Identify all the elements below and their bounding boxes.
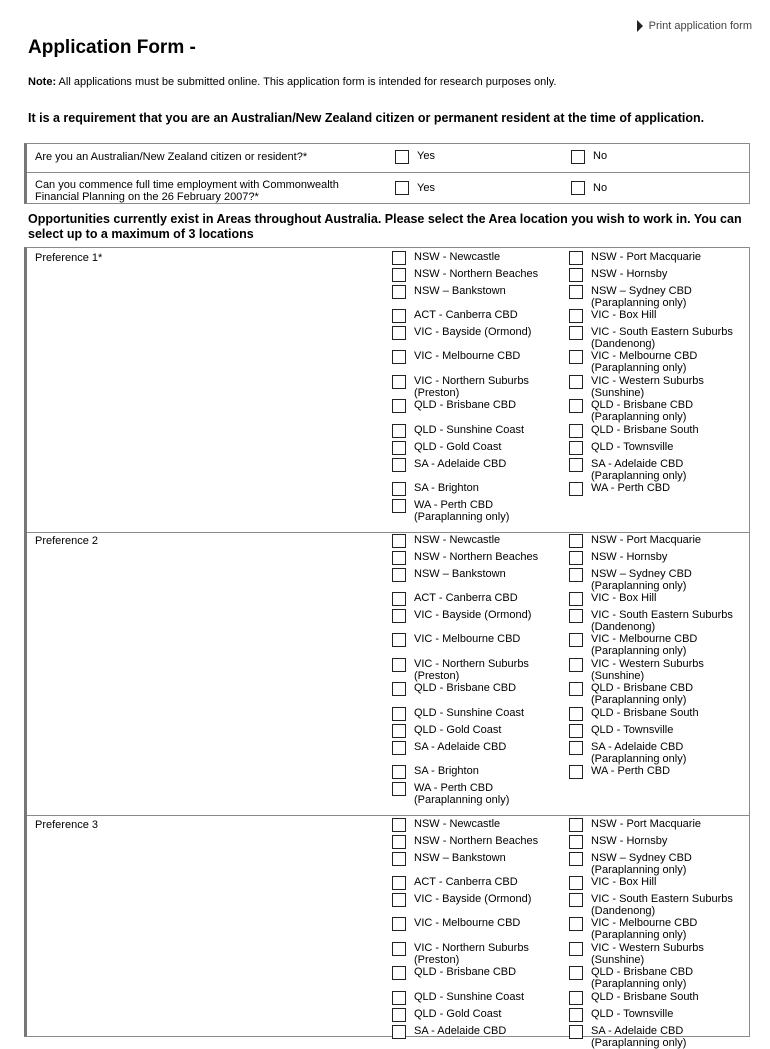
location-checkbox-sa-adelaide-cbd-3[interactable]: [392, 1025, 406, 1039]
commence-no-checkbox[interactable]: [571, 181, 585, 195]
location-label: ACT - Canberra CBD: [414, 876, 518, 888]
location-label: NSW – Bankstown: [414, 285, 506, 297]
location-checkbox-qld-gold-coast-2[interactable]: [392, 724, 406, 738]
location-checkbox-nsw-northern-beaches-3[interactable]: [392, 835, 406, 849]
location-checkbox-qld-sunshine-coast-1[interactable]: [392, 424, 406, 438]
preference-block-3: [27, 815, 750, 1049]
location-label: VIC - Melbourne CBD (Paraplanning only): [591, 917, 698, 941]
location-label: SA - Brighton: [414, 482, 479, 494]
location-checkbox-nsw-sydney-cbd-2[interactable]: [569, 568, 583, 582]
commence-no-label: No: [593, 182, 608, 194]
location-label: NSW - Northern Beaches: [414, 835, 539, 847]
location-label: NSW - Northern Beaches: [414, 268, 539, 280]
location-checkbox-qld-townsville-3[interactable]: [569, 1008, 583, 1022]
citizen-yes-checkbox[interactable]: [395, 150, 409, 164]
areas-heading: Opportunities currently exist in Areas throughout Australia. Please select the Area location you wish to work in. You can select up to a maximum of 3 locations: [28, 212, 742, 241]
location-checkbox-vic-melbourne-cbd-2[interactable]: [392, 633, 406, 647]
location-checkbox-nsw-newcastle-3[interactable]: [392, 818, 406, 832]
location-checkbox-qld-brisbane-cbd-3[interactable]: [569, 966, 583, 980]
commence-yes-label: Yes: [417, 182, 435, 194]
location-checkbox-nsw-newcastle-1[interactable]: [392, 251, 406, 265]
location-label: VIC - Bayside (Ormond): [414, 609, 532, 621]
location-checkbox-vic-south-eastern-suburbs-3[interactable]: [569, 893, 583, 907]
location-label: NSW - Port Macquarie: [591, 818, 702, 830]
location-checkbox-vic-northern-suburbs-3[interactable]: [392, 942, 406, 956]
location-checkbox-sa-adelaide-cbd-1[interactable]: [569, 458, 583, 472]
location-label: QLD - Brisbane South: [591, 991, 699, 1003]
location-checkbox-vic-box-hill-3[interactable]: [569, 876, 583, 890]
location-label: VIC - South Eastern Suburbs (Dandenong): [591, 609, 733, 633]
location-label: WA - Perth CBD: [591, 482, 671, 494]
location-label: QLD - Brisbane CBD (Paraplanning only): [591, 966, 694, 990]
location-label: SA - Adelaide CBD: [414, 741, 507, 753]
location-label: WA - Perth CBD: [591, 765, 671, 777]
location-label: NSW - Port Macquarie: [591, 251, 702, 263]
preference-block-1: [27, 248, 750, 533]
location-checkbox-nsw-sydney-cbd-1[interactable]: [569, 285, 583, 299]
commence-yes-checkbox[interactable]: [395, 181, 409, 195]
citizen-no-label: No: [593, 150, 608, 162]
location-label: NSW - Newcastle: [414, 251, 501, 263]
location-label: QLD - Brisbane South: [591, 424, 699, 436]
location-label: VIC - South Eastern Suburbs (Dandenong): [591, 326, 733, 350]
location-checkbox-nsw-port-macquarie-3[interactable]: [569, 818, 583, 832]
location-label: NSW – Sydney CBD (Paraplanning only): [591, 852, 692, 876]
location-label: SA - Adelaide CBD (Paraplanning only): [591, 741, 687, 765]
location-checkbox-nsw-bankstown-3[interactable]: [392, 852, 406, 866]
note-label: Note:: [28, 76, 57, 88]
location-label: VIC - Melbourne CBD (Paraplanning only): [591, 350, 698, 374]
location-checkbox-nsw-bankstown-2[interactable]: [392, 568, 406, 582]
location-checkbox-qld-gold-coast-3[interactable]: [392, 1008, 406, 1022]
location-checkbox-sa-adelaide-cbd-3[interactable]: [569, 1025, 583, 1039]
preference-label: Preference 3: [35, 819, 98, 831]
location-label: VIC - Western Suburbs (Sunshine): [591, 658, 704, 682]
location-checkbox-nsw-hornsby-1[interactable]: [569, 268, 583, 282]
location-label: NSW – Sydney CBD (Paraplanning only): [591, 285, 692, 309]
location-checkbox-vic-box-hill-2[interactable]: [569, 592, 583, 606]
location-label: SA - Adelaide CBD (Paraplanning only): [591, 458, 687, 482]
location-checkbox-vic-northern-suburbs-1[interactable]: [392, 375, 406, 389]
location-checkbox-qld-brisbane-cbd-1[interactable]: [569, 399, 583, 413]
citizen-no-checkbox[interactable]: [571, 150, 585, 164]
location-checkbox-nsw-port-macquarie-1[interactable]: [569, 251, 583, 265]
location-checkbox-vic-melbourne-cbd-1[interactable]: [392, 350, 406, 364]
preference-block-2: [27, 531, 750, 816]
location-label: NSW - Northern Beaches: [414, 551, 539, 563]
location-label: NSW – Bankstown: [414, 852, 506, 864]
location-label: NSW - Hornsby: [591, 835, 668, 847]
location-checkbox-qld-brisbane-cbd-1[interactable]: [392, 399, 406, 413]
location-checkbox-qld-sunshine-coast-2[interactable]: [392, 707, 406, 721]
location-label: QLD - Brisbane CBD (Paraplanning only): [591, 399, 694, 423]
location-checkbox-vic-melbourne-cbd-3[interactable]: [392, 917, 406, 931]
location-checkbox-act-canberra-cbd-1[interactable]: [392, 309, 406, 323]
location-label: SA - Brighton: [414, 765, 479, 777]
location-checkbox-nsw-port-macquarie-2[interactable]: [569, 534, 583, 548]
location-label: VIC - Box Hill: [591, 592, 657, 604]
location-checkbox-wa-perth-cbd-1[interactable]: [569, 482, 583, 496]
location-checkbox-vic-bayside-ormond-1[interactable]: [392, 326, 406, 340]
location-checkbox-qld-brisbane-south-3[interactable]: [569, 991, 583, 1005]
location-label: NSW – Bankstown: [414, 568, 506, 580]
location-label: NSW - Newcastle: [414, 818, 501, 830]
location-label: VIC - Melbourne CBD: [414, 350, 521, 362]
location-checkbox-nsw-bankstown-1[interactable]: [392, 285, 406, 299]
location-label: QLD - Townsville: [591, 724, 674, 736]
location-checkbox-qld-brisbane-cbd-2[interactable]: [392, 682, 406, 696]
location-checkbox-qld-sunshine-coast-3[interactable]: [392, 991, 406, 1005]
location-label: VIC - Northern Suburbs (Preston): [414, 375, 529, 399]
location-checkbox-nsw-hornsby-3[interactable]: [569, 835, 583, 849]
location-checkbox-vic-bayside-ormond-3[interactable]: [392, 893, 406, 907]
location-checkbox-qld-gold-coast-1[interactable]: [392, 441, 406, 455]
location-label: VIC - Northern Suburbs (Preston): [414, 942, 529, 966]
location-label: SA - Adelaide CBD: [414, 1025, 507, 1037]
location-label: QLD - Brisbane CBD: [414, 966, 517, 978]
location-label: VIC - Melbourne CBD: [414, 917, 521, 929]
location-label: VIC - South Eastern Suburbs (Dandenong): [591, 893, 733, 917]
location-checkbox-qld-townsville-2[interactable]: [569, 724, 583, 738]
location-label: NSW – Sydney CBD (Paraplanning only): [591, 568, 692, 592]
location-checkbox-vic-south-eastern-suburbs-2[interactable]: [569, 609, 583, 623]
location-checkbox-vic-melbourne-cbd-2[interactable]: [569, 633, 583, 647]
print-application-link[interactable]: [637, 20, 752, 32]
location-checkbox-qld-brisbane-cbd-2[interactable]: [569, 682, 583, 696]
location-checkbox-sa-adelaide-cbd-2[interactable]: [392, 741, 406, 755]
location-checkbox-sa-adelaide-cbd-2[interactable]: [569, 741, 583, 755]
location-checkbox-qld-townsville-1[interactable]: [569, 441, 583, 455]
location-checkbox-nsw-northern-beaches-1[interactable]: [392, 268, 406, 282]
citizen-yes-label: Yes: [417, 150, 435, 162]
location-checkbox-wa-perth-cbd-2[interactable]: [569, 765, 583, 779]
location-checkbox-vic-box-hill-1[interactable]: [569, 309, 583, 323]
preference-label: Preference 1*: [35, 252, 103, 264]
location-checkbox-qld-brisbane-south-2[interactable]: [569, 707, 583, 721]
location-label: NSW - Newcastle: [414, 534, 501, 546]
question-row-citizen: [27, 144, 749, 173]
preferences-table: [24, 247, 750, 1049]
location-label: WA - Perth CBD (Paraplanning only): [414, 782, 510, 806]
location-label: QLD - Gold Coast: [414, 1008, 502, 1020]
location-checkbox-nsw-northern-beaches-2[interactable]: [392, 551, 406, 565]
location-label: ACT - Canberra CBD: [414, 309, 518, 321]
location-checkbox-wa-perth-cbd-2[interactable]: [392, 782, 406, 796]
location-checkbox-vic-western-suburbs-2[interactable]: [569, 658, 583, 672]
question-commence-text: Can you commence full time employment with Commonwealth Financial Planning on the 26 February 2007?*: [35, 179, 339, 203]
location-checkbox-sa-brighton-2[interactable]: [392, 765, 406, 779]
location-checkbox-vic-melbourne-cbd-3[interactable]: [569, 917, 583, 931]
location-label: QLD - Brisbane CBD: [414, 399, 517, 411]
location-label: VIC - Western Suburbs (Sunshine): [591, 375, 704, 399]
citizenship-questions-table: [24, 143, 750, 204]
location-label: QLD - Brisbane CBD (Paraplanning only): [591, 682, 694, 706]
question-citizen-text: Are you an Australian/New Zealand citizen or resident?*: [35, 151, 308, 163]
location-label: SA - Adelaide CBD (Paraplanning only): [591, 1025, 687, 1049]
location-label: VIC - Melbourne CBD: [414, 633, 521, 645]
location-label: QLD - Sunshine Coast: [414, 991, 525, 1003]
location-checkbox-sa-brighton-1[interactable]: [392, 482, 406, 496]
location-checkbox-nsw-newcastle-2[interactable]: [392, 534, 406, 548]
page-title: Application Form -: [28, 37, 196, 58]
location-checkbox-vic-western-suburbs-1[interactable]: [569, 375, 583, 389]
location-label: QLD - Sunshine Coast: [414, 424, 525, 436]
location-label: ACT - Canberra CBD: [414, 592, 518, 604]
location-label: VIC - Box Hill: [591, 309, 657, 321]
location-checkbox-nsw-sydney-cbd-3[interactable]: [569, 852, 583, 866]
question-row-commence: [27, 173, 749, 203]
location-checkbox-vic-south-eastern-suburbs-1[interactable]: [569, 326, 583, 340]
location-label: VIC - Bayside (Ormond): [414, 326, 532, 338]
triangle-right-icon: [637, 20, 643, 32]
preference-label: Preference 2: [35, 535, 98, 547]
location-label: VIC - Melbourne CBD (Paraplanning only): [591, 633, 698, 657]
location-label: NSW - Port Macquarie: [591, 534, 702, 546]
location-label: SA - Adelaide CBD: [414, 458, 507, 470]
location-label: NSW - Hornsby: [591, 551, 668, 563]
location-checkbox-act-canberra-cbd-2[interactable]: [392, 592, 406, 606]
location-label: VIC - Western Suburbs (Sunshine): [591, 942, 704, 966]
location-label: QLD - Brisbane CBD: [414, 682, 517, 694]
location-label: QLD - Brisbane South: [591, 707, 699, 719]
location-checkbox-vic-bayside-ormond-2[interactable]: [392, 609, 406, 623]
note-text: All applications must be submitted online. This application form is intended for research purposes only.: [56, 76, 557, 88]
note: [28, 76, 556, 88]
location-label: WA - Perth CBD (Paraplanning only): [414, 499, 510, 523]
location-checkbox-wa-perth-cbd-1[interactable]: [392, 499, 406, 513]
location-label: QLD - Townsville: [591, 441, 674, 453]
location-label: QLD - Townsville: [591, 1008, 674, 1020]
location-checkbox-qld-brisbane-cbd-3[interactable]: [392, 966, 406, 980]
location-label: VIC - Bayside (Ormond): [414, 893, 532, 905]
location-checkbox-vic-northern-suburbs-2[interactable]: [392, 658, 406, 672]
location-label: QLD - Sunshine Coast: [414, 707, 525, 719]
location-checkbox-act-canberra-cbd-3[interactable]: [392, 876, 406, 890]
location-label: QLD - Gold Coast: [414, 724, 502, 736]
location-checkbox-sa-adelaide-cbd-1[interactable]: [392, 458, 406, 472]
location-label: NSW - Hornsby: [591, 268, 668, 280]
location-checkbox-vic-melbourne-cbd-1[interactable]: [569, 350, 583, 364]
location-label: VIC - Northern Suburbs (Preston): [414, 658, 529, 682]
citizenship-heading: It is a requirement that you are an Australian/New Zealand citizen or permanent resident at the time of application.: [28, 111, 705, 125]
location-checkbox-qld-brisbane-south-1[interactable]: [569, 424, 583, 438]
location-label: QLD - Gold Coast: [414, 441, 502, 453]
location-checkbox-nsw-hornsby-2[interactable]: [569, 551, 583, 565]
location-label: VIC - Box Hill: [591, 876, 657, 888]
location-checkbox-vic-western-suburbs-3[interactable]: [569, 942, 583, 956]
print-link-label: Print application form: [648, 20, 752, 32]
